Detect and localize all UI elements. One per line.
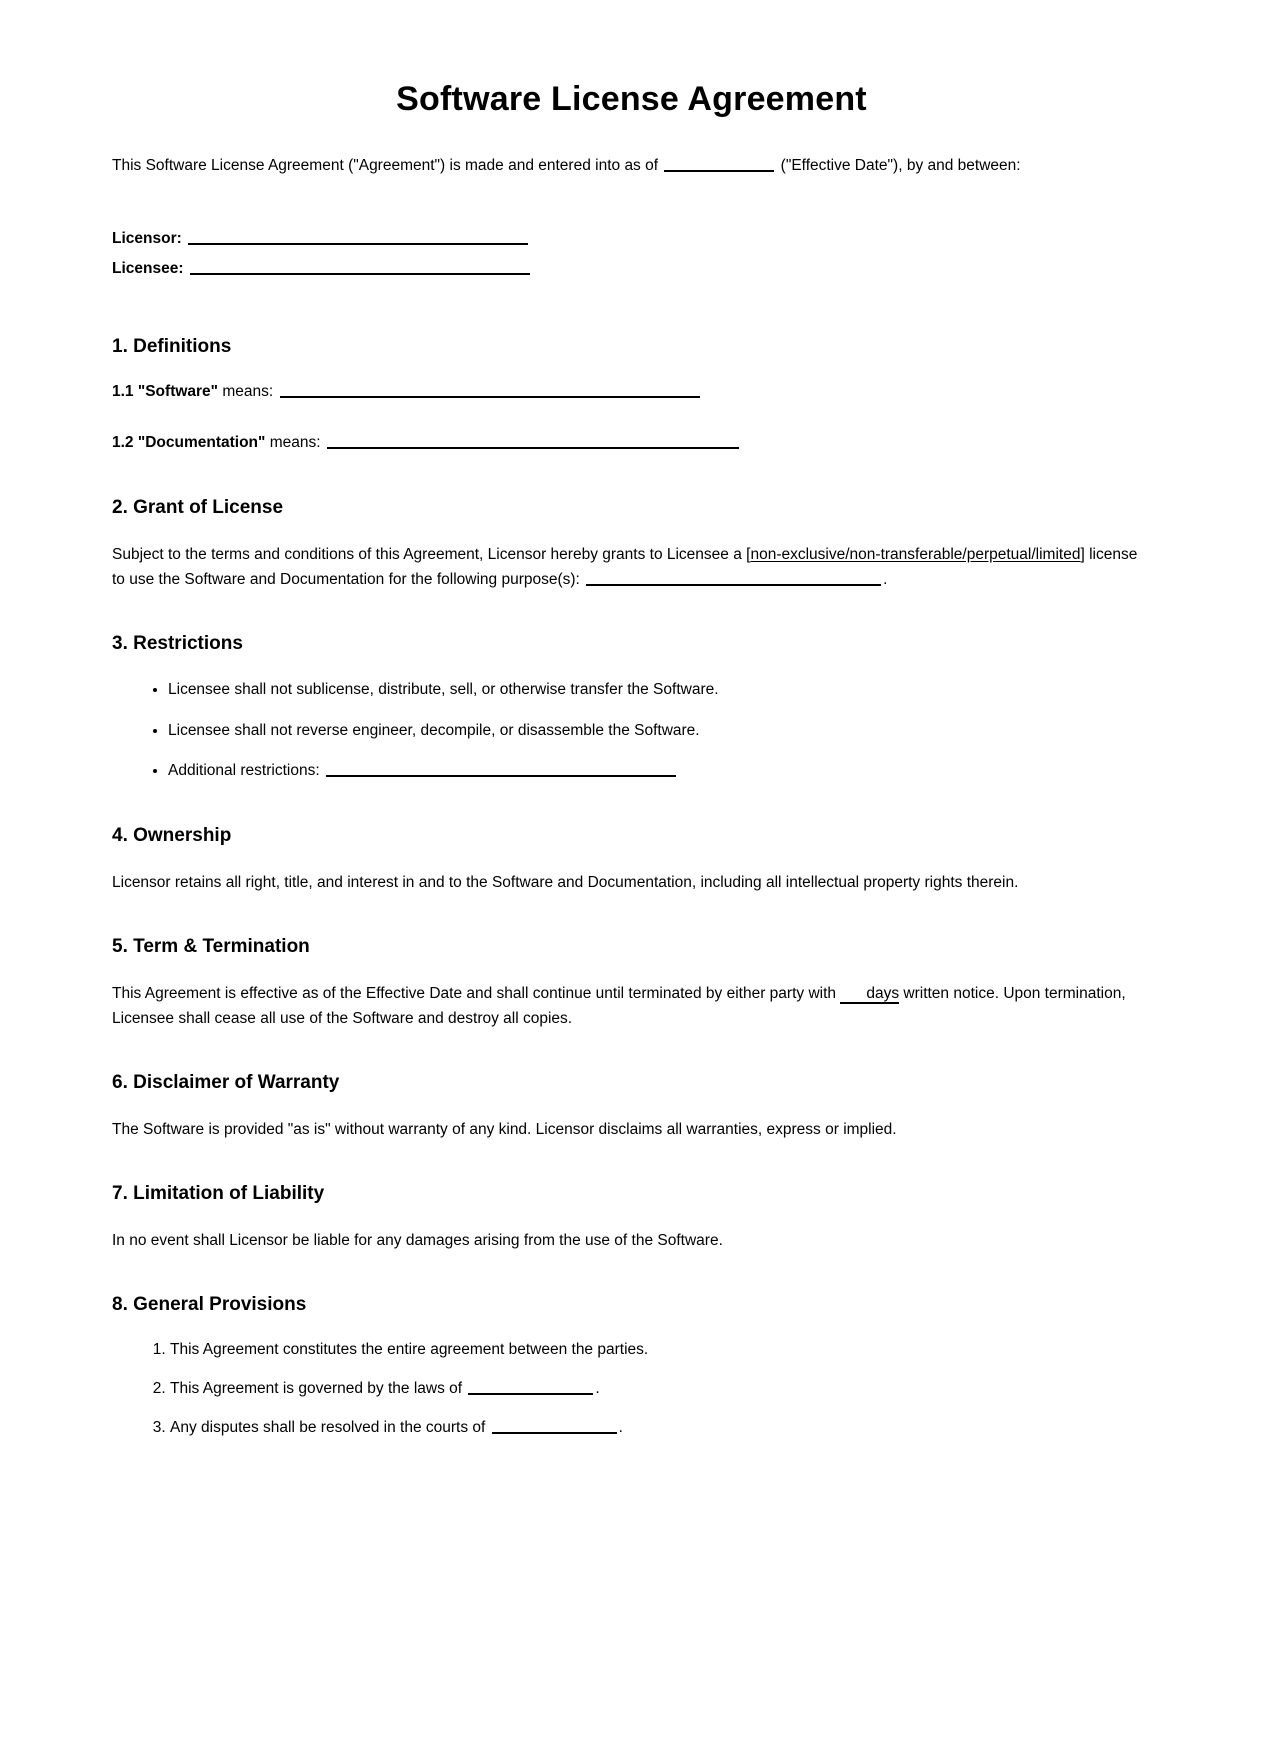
section-heading-definitions: 1. Definitions [112,335,232,357]
licensee-blank[interactable] [190,259,530,276]
section-heading-term-termination: 5. Term & Termination [112,935,310,957]
restriction-text-2: Licensee shall not reverse engineer, decompile, or disassemble the Software. [168,721,700,739]
restriction-text-3: Additional restrictions: [168,762,320,780]
parties-block [112,224,1151,284]
section-definitions [112,335,1151,456]
governing-law-blank[interactable] [468,1378,593,1395]
term-text-before-blank: This Agreement is effective as of the Effective Date and shall continue until terminated by either party with [112,984,837,1002]
definition-documentation [112,431,1151,456]
definition-documentation-blank[interactable] [327,432,739,449]
section-heading-grant-of-license: 2. Grant of License [112,496,284,518]
provision-3-trailing: . [618,1418,623,1436]
grant-bracket-open: [ [746,545,751,563]
section-ownership [112,824,1151,895]
list-item [170,1416,1151,1441]
grant-paragraph [112,542,1151,592]
definition-number-1-2: 1.2 [112,434,134,452]
grant-bracket-close: ] [1080,545,1085,563]
grant-continuation-text: license to use the Software and Documentation for the following purpose(s): [112,545,1138,588]
section-restrictions [112,632,1151,784]
list-item [168,678,1151,703]
list-item [168,719,1151,744]
restriction-text-1: Licensee shall not sublicense, distribute, sell, or otherwise transfer the Software. [168,680,719,698]
grant-purpose-blank[interactable] [586,569,881,586]
notice-days-blank[interactable] [840,985,899,1004]
provision-2-trailing: . [595,1380,600,1398]
definition-term-software: "Software" [137,383,219,401]
intro-text-after-blank: ("Effective Date"), by and between: [780,157,1021,175]
section-heading-limitation-of-liability: 7. Limitation of Liability [112,1182,325,1204]
section-term-termination [112,935,1151,1031]
section-heading-restrictions: 3. Restrictions [112,632,243,654]
definition-software [112,380,1151,405]
section-general-provisions [112,1293,1151,1441]
disclaimer-paragraph: The Software is provided "as is" without warranty of any kind. Licensor disclaims all warranties, express or implied. [112,1120,897,1138]
licensee-line [112,254,1151,284]
term-termination-paragraph [112,981,1151,1031]
licensor-line [112,224,1151,254]
licensor-label: Licensor: [112,230,182,248]
effective-date-blank[interactable] [664,155,774,172]
definition-software-blank[interactable] [280,382,700,399]
intro-text-before-blank: This Software License Agreement ("Agreement") is made and entered into as of [112,157,659,175]
list-item [170,1377,1151,1402]
notice-days-word: days [866,984,900,1002]
intro-paragraph [112,153,1151,178]
restrictions-list [112,678,1151,784]
licensor-blank[interactable] [188,228,528,245]
additional-restrictions-blank[interactable] [326,761,676,778]
provision-text-1: This Agreement constitutes the entire agreement between the parties. [170,1341,649,1359]
section-disclaimer-of-warranty [112,1071,1151,1142]
section-grant-of-license [112,496,1151,592]
liability-paragraph: In no event shall Licensor be liable for any damages arising from the use of the Software. [112,1231,723,1249]
licensee-label: Licensee: [112,260,184,278]
section-heading-ownership: 4. Ownership [112,825,232,847]
grant-license-type-options: non-exclusive/non-transferable/perpetual/limited [750,545,1081,563]
page-title: Software License Agreement [396,80,867,118]
grant-lead-text: Subject to the terms and conditions of this Agreement, Licensor hereby grants to Licensee a [112,545,742,563]
venue-courts-blank[interactable] [492,1417,617,1434]
section-limitation-of-liability [112,1182,1151,1253]
term-text-after-blank: written notice. Upon termination, Licensee shall cease all use of the Software and destroy all copies. [112,984,1126,1027]
definition-number-1-1: 1.1 [112,383,134,401]
grant-trailing-period: . [883,570,888,588]
definition-means-software: means: [222,383,274,401]
definition-term-documentation: "Documentation" [137,434,266,452]
general-provisions-list [112,1338,1151,1440]
provision-text-2: This Agreement is governed by the laws of [170,1380,463,1398]
ownership-paragraph: Licensor retains all right, title, and interest in and to the Software and Documentation, including all intellectual property rights therein. [112,873,1019,891]
section-heading-general-provisions: 8. General Provisions [112,1293,307,1315]
list-item [170,1338,1151,1363]
definition-means-documentation: means: [269,434,321,452]
section-heading-disclaimer-of-warranty: 6. Disclaimer of Warranty [112,1071,340,1093]
list-item [168,759,1151,784]
provision-text-3: Any disputes shall be resolved in the courts of [170,1418,486,1436]
